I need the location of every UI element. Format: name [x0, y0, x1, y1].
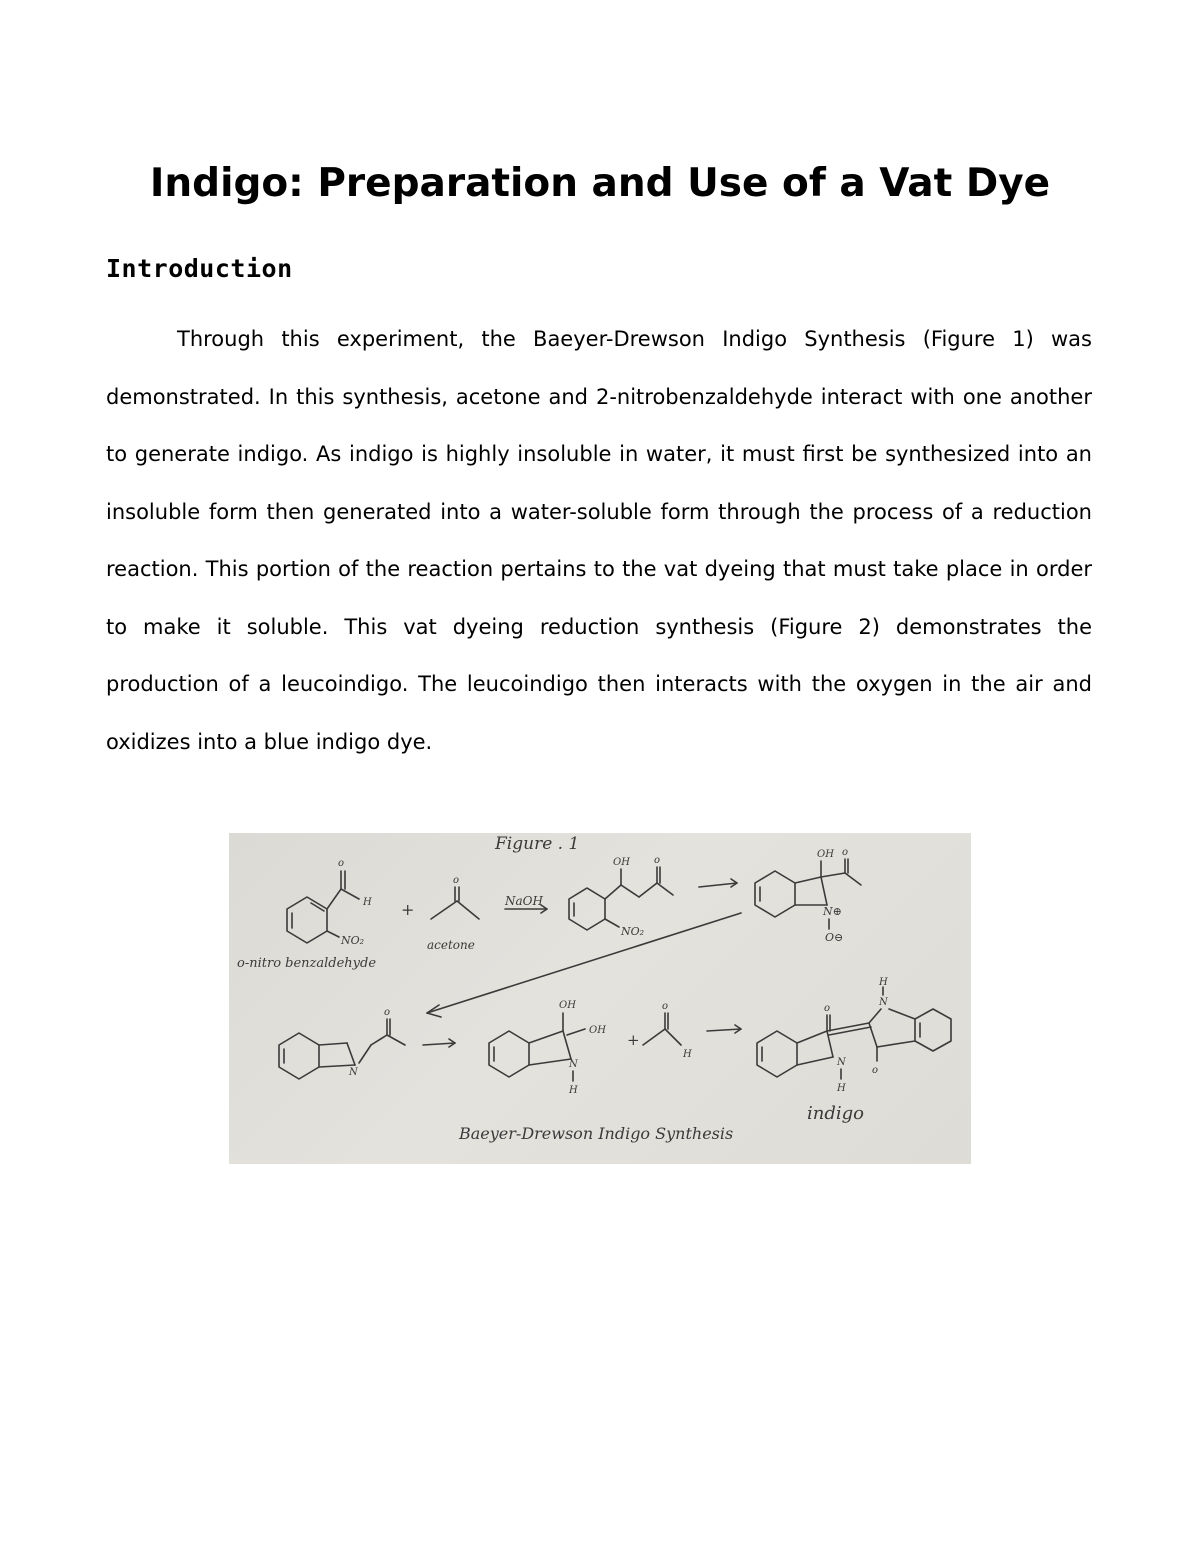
- svg-text:NO₂: NO₂: [621, 925, 645, 938]
- svg-text:+: +: [627, 1031, 640, 1049]
- svg-text:H: H: [683, 1049, 692, 1060]
- reactant-2-label: acetone: [427, 938, 475, 952]
- svg-text:N: N: [569, 1059, 578, 1070]
- svg-text:N: N: [837, 1057, 846, 1068]
- svg-text:H: H: [837, 1083, 846, 1094]
- svg-text:OH: OH: [613, 857, 630, 868]
- svg-text:O⊖: O⊖: [825, 931, 844, 944]
- nitrobenzaldehyde-structure: [287, 858, 372, 947]
- figure-1-photo: [229, 833, 971, 1164]
- acetaldehyde-structure: [643, 1001, 692, 1060]
- indigo-structure: [757, 977, 951, 1094]
- page-title: Indigo: Preparation and Use of a Vat Dye: [149, 161, 1051, 206]
- acetone-structure: [431, 875, 479, 919]
- svg-text:o: o: [384, 1007, 391, 1018]
- aldol-product-structure: [569, 855, 673, 938]
- svg-text:o: o: [842, 847, 849, 858]
- reaction-scheme-drawing: [229, 833, 971, 1164]
- svg-text:o: o: [338, 858, 345, 869]
- diol-intermediate: [489, 1000, 606, 1096]
- svg-text:+: +: [401, 900, 415, 919]
- nitro-cyclized-intermediate: [755, 847, 861, 944]
- reagent-label: NaOH: [505, 894, 543, 908]
- figure-label: Figure . 1: [495, 834, 580, 854]
- svg-text:OH: OH: [817, 849, 834, 860]
- svg-text:NO₂: NO₂: [341, 934, 365, 947]
- svg-text:o: o: [872, 1065, 879, 1076]
- svg-text:OH: OH: [559, 1000, 576, 1011]
- svg-text:H: H: [363, 897, 372, 908]
- svg-text:N: N: [879, 997, 888, 1008]
- svg-text:OH: OH: [589, 1025, 606, 1036]
- section-heading-introduction: Introduction: [106, 254, 293, 283]
- figure-caption: Baeyer-Drewson Indigo Synthesis: [459, 1124, 734, 1143]
- svg-text:o: o: [453, 875, 460, 886]
- svg-text:N⊕: N⊕: [823, 905, 842, 918]
- svg-text:N: N: [349, 1067, 358, 1078]
- product-label: indigo: [807, 1103, 864, 1124]
- svg-text:o: o: [662, 1001, 669, 1012]
- reactant-1-label: o-nitro benzaldehyde: [237, 956, 377, 971]
- indolone-intermediate: [279, 1007, 405, 1079]
- introduction-paragraph: Through this experiment, the Baeyer-Drewson Indigo Synthesis (Figure 1) was demonstrated. In this synthesis, acetone and 2-nitrobenzaldehyde interact with one another to generate indigo. As indigo is highly insoluble in water, it must first be synthesized into an insoluble form then generated into a water-soluble form through the process of a reduction reaction. This portion of the reaction pertains to the vat dyeing that must take place in order to make it soluble. This vat dyeing reduction synthesis (Figure 2) demonstrates the production of a leucoindigo. The leucoindigo then interacts with the oxygen in the air and oxidizes into a blue indigo dye.: [106, 327, 1092, 754]
- naoh-arrow: [504, 894, 547, 913]
- svg-text:o: o: [824, 1003, 831, 1014]
- svg-text:H: H: [569, 1085, 578, 1096]
- svg-text:o: o: [654, 855, 661, 866]
- svg-text:H: H: [879, 977, 888, 988]
